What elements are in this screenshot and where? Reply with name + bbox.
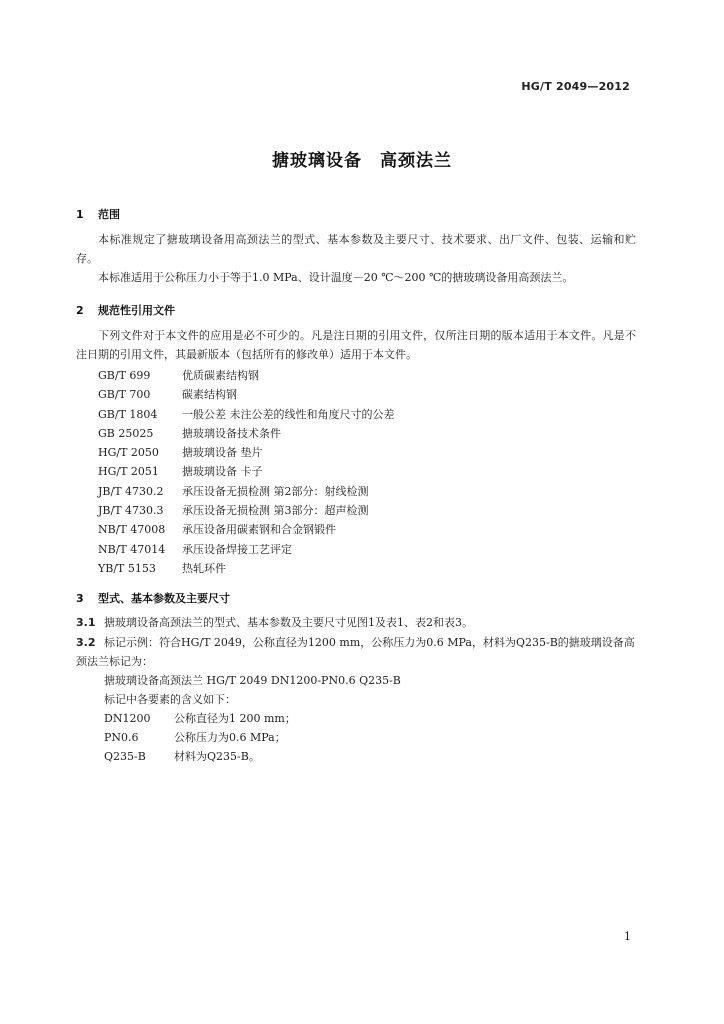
reference-code: YB/T 5153 [98,561,156,575]
marking-element-key: DN1200 [104,712,151,725]
section-1-body [76,230,636,287]
section-1-heading [76,206,120,222]
reference-title: 承压设备焊接工艺评定 [182,542,292,556]
reference-code: NB/T 47008 [98,523,166,537]
reference-code: HG/T 2050 [98,446,159,460]
reference-title: 搪玻璃设备技术条件 [182,426,281,440]
marking-element [104,747,604,766]
reference-code: JB/T 4730.3 [98,504,164,518]
reference-title: 一般公差 未注公差的线性和角度尺寸的公差 [182,407,395,421]
marking-element-key: PN0.6 [104,731,139,744]
section-3-heading [76,590,230,606]
section-2-body [76,326,636,364]
reference-code: GB/T 700 [98,388,151,402]
marking-element-key: Q235-B [104,750,146,763]
reference-title: 承压设备无损检测 第3部分：超声检测 [182,504,369,518]
reference-code: NB/T 47014 [98,542,166,556]
reference-item [98,385,618,404]
reference-title: 优质碳素结构钢 [182,369,259,382]
title-part-1: 搪玻璃设备 [272,151,362,171]
section-1-paragraph-1: 本标准规定了搪玻璃设备用高颈法兰的型式、基本参数及主要尺寸、技术要求、出厂文件、包装、运输和贮存。 [76,233,636,265]
reference-code: HG/T 2051 [98,465,159,479]
marking-example [104,671,604,766]
document-code: HG/T 2049—2012 [521,80,630,93]
reference-item [98,540,618,559]
clause-text: 标记示例：符合HG/T 2049，公称直径为1200 mm，公称压力为0.6 MPa，材料为Q235-B的搪玻璃设备高颈法兰标记为： [76,636,635,668]
marking-explanation-intro: 标记中各要素的含义如下： [104,693,236,706]
clause-number: 3.2 [76,636,96,649]
reference-item [98,424,618,443]
normative-reference-list [98,366,618,578]
section-2-heading [76,302,175,318]
reference-item [98,462,618,481]
section-2-paragraph-1: 下列文件对于本文件的应用是必不可少的。凡是注日期的引用文件，仅所注日期的版本适用于本文件。凡是不注日期的引用文件，其最新版本（包括所有的修改单）适用于本文件。 [76,329,636,361]
section-3-number: 3 [76,592,84,605]
reference-code: JB/T 4730.2 [98,484,164,498]
reference-item [98,443,618,462]
reference-code: GB/T 1804 [98,407,158,421]
page-title [0,146,724,171]
clause-text: 搪玻璃设备高颈法兰的型式、基本参数及主要尺寸见图1及表1、表2和表3。 [104,616,473,629]
reference-title: 承压设备无损检测 第2部分：射线检测 [182,484,369,498]
reference-title: 搪玻璃设备 卡子 [182,465,263,479]
reference-item [98,482,618,501]
section-3-title: 型式、基本参数及主要尺寸 [98,592,230,605]
section-1-paragraph-2: 本标准适用于公称压力小于等于1.0 MPa、设计温度－20 ℃～200 ℃的搪玻璃设备用高颈法兰。 [98,271,574,284]
marking-element-meaning: 公称压力为0.6 MPa； [174,731,286,744]
reference-title: 热轧环件 [182,561,226,575]
clause-3-2 [76,633,636,671]
reference-title: 承压设备用碳素钢和合金钢锻件 [182,523,336,537]
reference-item [98,501,618,520]
reference-item [98,559,618,578]
marking-example-text: 搪玻璃设备高颈法兰 HG/T 2049 DN1200-PN0.6 Q235-B [104,674,401,687]
marking-element-meaning: 公称直径为1 200 mm； [174,712,296,725]
clause-number: 3.1 [76,616,96,629]
title-part-2: 高颈法兰 [380,151,452,171]
reference-item [98,520,618,539]
reference-code: GB 25025 [98,426,154,440]
marking-element [104,709,604,728]
section-1-number: 1 [76,208,84,221]
section-2-title: 规范性引用文件 [98,304,175,317]
reference-code: GB/T 699 [98,369,151,382]
section-1-title: 范围 [98,208,120,221]
section-2-number: 2 [76,304,84,317]
reference-title: 碳素结构钢 [182,388,237,402]
reference-item [98,405,618,424]
clause-3-1 [76,613,636,632]
marking-element [104,728,604,747]
reference-title: 搪玻璃设备 垫片 [182,446,263,460]
reference-item [98,366,618,385]
marking-element-meaning: 材料为Q235-B。 [174,750,260,763]
page-number: 1 [624,930,631,943]
